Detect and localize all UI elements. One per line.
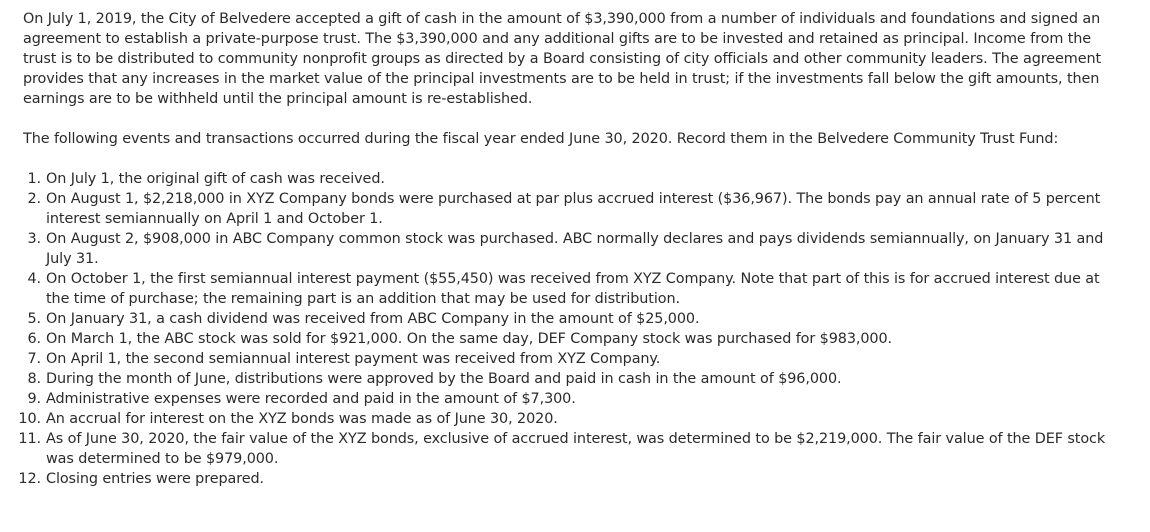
list-item bbox=[23, 189, 1123, 229]
list-item bbox=[18, 469, 1123, 489]
list-item bbox=[23, 349, 1123, 369]
list-item bbox=[23, 369, 1123, 389]
item-number: 11. bbox=[18, 431, 41, 447]
intro-paragraph: On July 1, 2019, the City of Belvedere accepted a gift of cash in the amount of $3,390,000 from a number of individuals and foundations and signed an agreement to establish a private-purpose trust. The $3,390,000 and any additional gifts are to be invested and retained as principal. Income from the trust is to be distributed to community nonprofit groups as directed by a Board consisting of city officials and other community leaders. The agreement provides that any increases in the market value of the principal investments are to be held in trust; if the investments fall below the gift amounts, then earnings are to be withheld until the principal amount is re-established. bbox=[23, 11, 1102, 107]
list-item bbox=[23, 229, 1123, 269]
item-text: An accrual for interest on the XYZ bonds was made as of June 30, 2020. bbox=[46, 411, 558, 427]
item-text: During the month of June, distributions were approved by the Board and paid in cash in the amount of $96,000. bbox=[46, 371, 842, 387]
item-text: On August 1, $2,218,000 in XYZ Company bonds were purchased at par plus accrued interest ($36,967). The bonds pay an annual rate of 5 percent interest semiannually on April 1 and October 1. bbox=[46, 191, 1101, 227]
instructions-paragraph: The following events and transactions occurred during the fiscal year ended June 30, 2020. Record them in the Belvedere Community Trust Fund: bbox=[23, 131, 1059, 147]
item-text: Administrative expenses were recorded and paid in the amount of $7,300. bbox=[46, 391, 576, 407]
list-item bbox=[18, 409, 1123, 429]
item-text: As of June 30, 2020, the fair value of the XYZ bonds, exclusive of accrued interest, was determined to be $2,219,000. The fair value of the DEF stock was determined to be $979,000. bbox=[46, 431, 1106, 467]
item-text: On October 1, the first semiannual interest payment ($55,450) was received from XYZ Company. Note that part of this is for accrued interest due at the time of purchase; the remaining part is an addition that may be used for distribution. bbox=[46, 271, 1100, 307]
list-item bbox=[23, 389, 1123, 409]
item-number: 9. bbox=[27, 391, 41, 407]
item-text: On January 31, a cash dividend was received from ABC Company in the amount of $25,000. bbox=[46, 311, 700, 327]
item-number: 4. bbox=[27, 271, 41, 287]
list-item bbox=[23, 269, 1123, 309]
item-text: On July 1, the original gift of cash was received. bbox=[46, 171, 385, 187]
item-number: 10. bbox=[18, 411, 41, 427]
item-number: 1. bbox=[27, 171, 41, 187]
item-text: On August 2, $908,000 in ABC Company common stock was purchased. ABC normally declares and pays dividends semiannually, on January 31 and July 31. bbox=[46, 231, 1104, 267]
item-text: On April 1, the second semiannual interest payment was received from XYZ Company. bbox=[46, 351, 661, 367]
events-list bbox=[18, 169, 1123, 489]
item-number: 3. bbox=[27, 231, 41, 247]
list-item bbox=[23, 309, 1123, 329]
item-text: On March 1, the ABC stock was sold for $921,000. On the same day, DEF Company stock was purchased for $983,000. bbox=[46, 331, 893, 347]
item-number: 7. bbox=[27, 351, 41, 367]
item-number: 12. bbox=[18, 471, 41, 487]
item-number: 6. bbox=[27, 331, 41, 347]
list-item bbox=[23, 329, 1123, 349]
item-text: Closing entries were prepared. bbox=[46, 471, 264, 487]
item-number: 5. bbox=[27, 311, 41, 327]
problem-document bbox=[18, 9, 1123, 489]
list-item bbox=[18, 429, 1123, 469]
item-number: 2. bbox=[27, 191, 41, 207]
item-number: 8. bbox=[27, 371, 41, 387]
list-item bbox=[23, 169, 1123, 189]
